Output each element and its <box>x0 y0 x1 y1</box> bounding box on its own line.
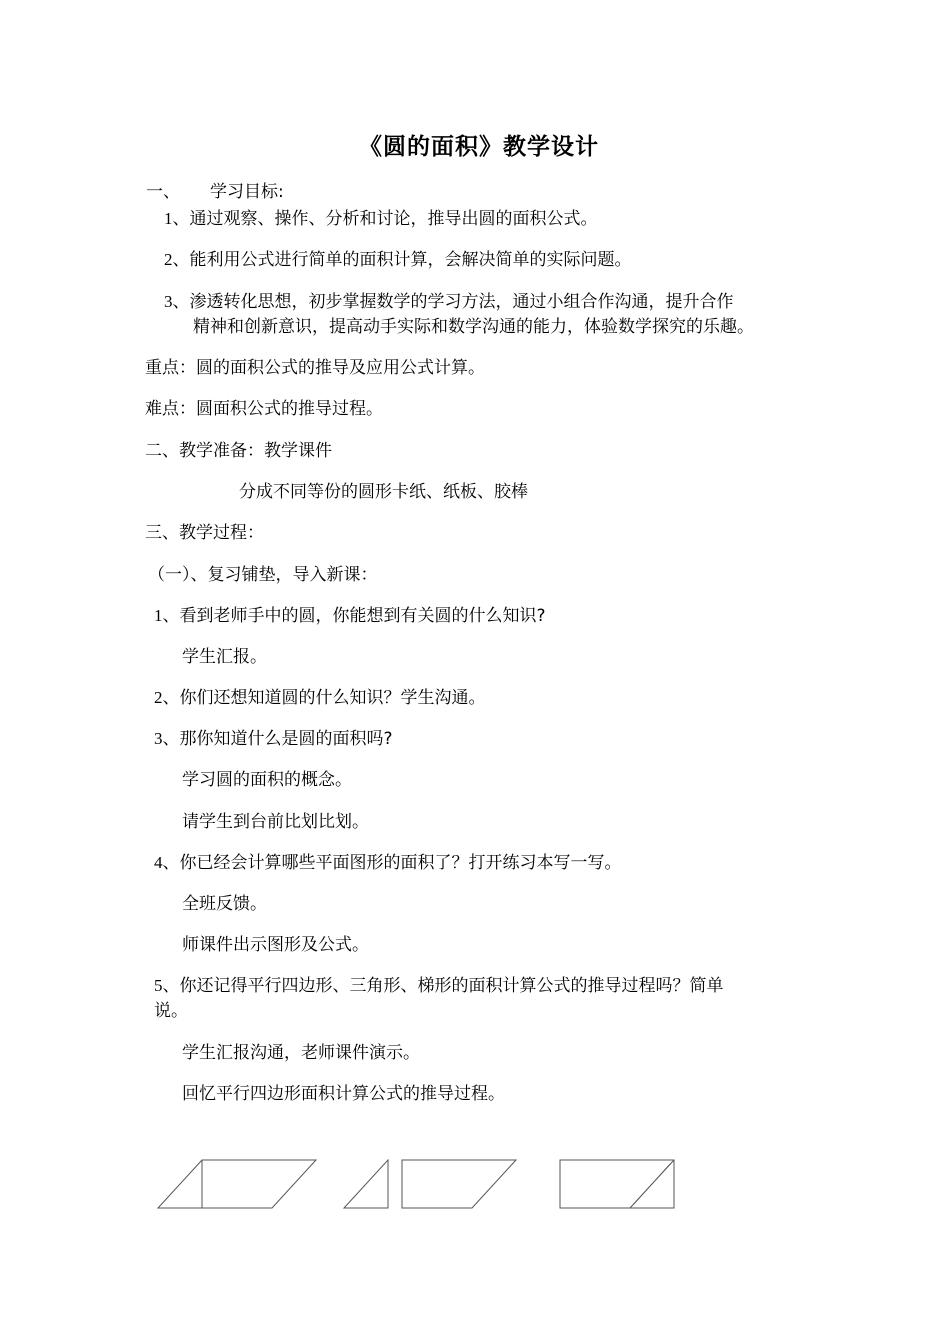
cut-triangle <box>344 1160 388 1208</box>
parallelogram-shape <box>158 1160 316 1208</box>
goal-1-number: 1 <box>164 209 173 228</box>
process-item-1-text: 、看到老师手中的圆，你能想到有关圆的什么知识? <box>162 606 546 626</box>
rearranged-rectangle <box>560 1160 674 1208</box>
process-item-2-number: 2 <box>154 688 163 707</box>
triangle-shape <box>344 1160 388 1208</box>
note-students-report: 学生汇报。 <box>182 647 267 667</box>
process-item-3-text: 、那你知道什么是圆的面积吗? <box>162 729 393 749</box>
process-item-5-number: 5 <box>154 976 163 995</box>
note-learn-concept: 学习圆的面积的概念。 <box>182 770 352 790</box>
remaining-trapezoid <box>402 1160 516 1208</box>
goal-2-text: 、能利用公式进行简单的面积计算，会解决简单的实际问题。 <box>172 250 632 270</box>
goal-3-number: 3 <box>164 292 173 311</box>
subsection-1-heading: （一）、复习铺垫，导入新课： <box>148 565 378 585</box>
goal-2-number: 2 <box>164 250 173 269</box>
difficult-point: 难点：圆面积公式的推导过程。 <box>145 399 383 419</box>
note-class-feedback: 全班反馈。 <box>182 894 267 914</box>
moved-triangle-edge <box>634 1164 670 1204</box>
note-gesture: 请学生到台前比划比划。 <box>182 812 369 832</box>
trapezoid-shape <box>402 1160 516 1208</box>
section3-heading: 三、教学过程： <box>145 523 264 543</box>
process-item-4-text: 、你已经会计算哪些平面图形的面积了？打开练习本写一写。 <box>162 853 622 873</box>
goal-3-text: 、渗透转化思想，初步掌握数学的学习方法，通过小组合作沟通，提升合作 <box>172 292 734 312</box>
goal-3-continuation: 精神和创新意识，提高动手实际和数学沟通的能力，体验数学探究的乐趣。 <box>193 317 754 337</box>
process-item-1-number: 1 <box>154 606 163 625</box>
materials: 分成不同等份的圆形卡纸、纸板、胶棒 <box>239 482 528 502</box>
process-item-3-number: 3 <box>154 729 163 748</box>
process-item-5-continuation: 说。 <box>154 1001 188 1021</box>
goal-1-text: 、通过观察、操作、分析和讨论，推导出圆的面积公式。 <box>172 209 598 229</box>
document-title: 《圆的面积》教学设计 <box>359 134 599 160</box>
note-demo: 学生汇报沟通，老师课件演示。 <box>182 1043 420 1063</box>
note-show-formula: 师课件出示图形及公式。 <box>182 935 369 955</box>
key-point: 重点：圆的面积公式的推导及应用公式计算。 <box>145 358 485 378</box>
process-item-2-text: 、你们还想知道圆的什么知识？学生沟通。 <box>162 688 486 708</box>
process-item-5-text: 、你还记得平行四边形、三角形、梯形的面积计算公式的推导过程吗？简单 <box>162 976 724 996</box>
note-recall-derivation: 回忆平行四边形面积计算公式的推导过程。 <box>182 1084 505 1104</box>
section2-heading: 二、教学准备：教学课件 <box>145 441 332 461</box>
parallelogram-with-height <box>158 1160 316 1208</box>
rectangle-shape <box>560 1160 674 1208</box>
section1-heading-number: 一、 <box>146 182 180 202</box>
process-item-4-number: 4 <box>154 853 163 872</box>
section1-heading-text: 学习目标: <box>210 182 284 202</box>
